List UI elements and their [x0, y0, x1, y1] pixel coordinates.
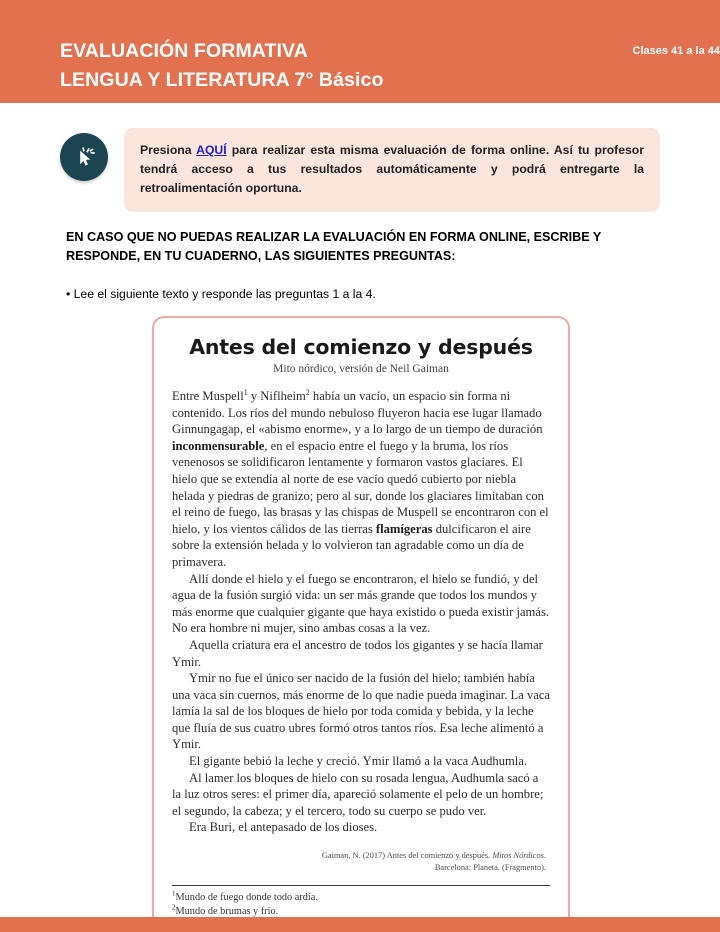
reading-title: Antes del comienzo y después [189, 335, 533, 359]
footnote-marker: 1 [172, 889, 176, 898]
reading-text-box [152, 316, 570, 931]
paragraph-text: y Niflheim [247, 389, 306, 403]
reading-citation [172, 850, 546, 873]
reading-body [172, 388, 550, 836]
highlighted-word: inconmensurable [172, 438, 265, 453]
footnote-marker: 2 [305, 387, 310, 397]
callout-text-after: para realizar esta misma evaluación de forma online. Así tu profesor tendrá acceso a tus resultados automáticamente y podrá entregarte la retroalimentación oportuna. [140, 143, 644, 195]
header-title-line1: EVALUACIÓN FORMATIVA [60, 40, 308, 62]
footnote-text: Mundo de fuego donde todo ardía. [175, 892, 318, 904]
paragraph-text: Ymir no fue el único ser nacido de la fusión del hielo; también había una vaca sin cuernos, más enorme de lo que nadie pueda imaginar. La vaca lamía la sal de los bloques de hielo por toda comida y bebida, y la leche que fluía de sus cuatro ubres formó otros tantos ríos. Esa leche alimentó a Ymir. [172, 671, 551, 752]
callout-box [124, 128, 660, 212]
citation-part2: . [543, 851, 546, 861]
reading-paragraph [172, 770, 550, 820]
citation-part1: Gaiman, N. (2017) Antes del comienzo y después. [321, 851, 493, 861]
paragraph-text: Al lamer los bloques de hielo con su rosada lengua, Audhumla sacó a la luz otros seres: el primer día, apareció solamente el pelo de un hombre; el segundo, la cabeza; y el tercero, todo su cuerpo se pudo ver. [172, 770, 544, 818]
paragraph-text: Entre Muspell [172, 389, 244, 403]
highlighted-word: flamígeras [375, 521, 433, 536]
footnote-divider [172, 885, 550, 886]
citation-source-italic: Mitos Nórdicos [492, 851, 544, 861]
offline-instructions: EN CASO QUE NO PUEDAS REALIZAR LA EVALUACIÓN EN FORMA ONLINE, ESCRIBE Y RESPONDE, EN TU CUADERNO, LAS SIGUIENTES PREGUNTAS: [66, 230, 602, 263]
paragraph-text: dulcificaron el aire sobre la extensión helada y lo volvieron tan agradable como un día de primavera. [172, 521, 531, 569]
footnote-marker: 1 [243, 387, 248, 397]
aqui-link[interactable]: AQUÍ [196, 143, 227, 157]
reading-paragraph [172, 753, 550, 770]
reading-paragraph [172, 670, 550, 753]
cursor-click-icon [60, 133, 108, 181]
reading-paragraph [172, 571, 550, 637]
reading-paragraph [172, 388, 550, 571]
reading-instruction-bullet: • Lee el siguiente texto y responde las preguntas 1 a la 4. [66, 287, 376, 301]
page-header [0, 0, 720, 103]
paragraph-text: , en el espacio entre el fuego y la bruma, los ríos venenosos se solidificaron lentamente y formaron vastos glaciares. El hielo que se extendía al norte de ese vacío quedó cubierto por niebla helada y piedras de granizo; pero al sur, donde los glaciares limitaban con el reino de fuego, las brasas y las chispas de Muspell se encontraron con el hielo, y los vientos cálidos de las tierras [172, 438, 549, 536]
reading-subtitle: Mito nórdico, versión de Neil Gaiman [273, 363, 449, 375]
header-titles [60, 38, 692, 93]
footnote-text: Mundo de brumas y frío. [175, 906, 279, 918]
reading-paragraph [172, 637, 550, 670]
paragraph-text: había un vacío, un espacio sin forma ni contenido. Los ríos del mundo nebuloso fluyeron hacia ese lugar llamado Ginnungagap, el «abismo enorme», y a lo largo de un tiempo de duración [172, 389, 543, 437]
paragraph-text: Allí donde el hielo y el fuego se encontraron, el hielo se fundió, y del agua de la fusión surgió vida: un ser más grande que todos los mundos y más enorme que cualquier gigante que haya existido o pueda existir jamás. No era hombre ni mujer, sino ambas cosas a la vez. [172, 571, 549, 636]
callout-text-before: Presiona [140, 143, 197, 157]
page-footer-band [0, 917, 720, 932]
paragraph-text: Aquella criatura era el ancestro de todos los gigantes y se hacía llamar Ymir. [172, 637, 543, 669]
reading-footnotes [172, 891, 550, 919]
online-evaluation-callout [60, 128, 660, 212]
citation-line2: Barcelona: Planeta. (Fragmento). [434, 862, 546, 872]
paragraph-text: Era Buri, el antepasado de los dioses. [189, 820, 378, 835]
footnote-marker: 2 [172, 903, 176, 912]
paragraph-text: El gigante bebió la leche y creció. Ymir llamó a la vaca Audhumla. [189, 754, 528, 769]
header-classes-label: Clases 41 a la 44 [632, 45, 720, 57]
header-title-line2: LENGUA Y LITERATURA 7° Básico [60, 69, 384, 91]
footnote-item [172, 891, 550, 905]
reading-paragraph [172, 819, 550, 836]
callout-text [140, 141, 644, 198]
